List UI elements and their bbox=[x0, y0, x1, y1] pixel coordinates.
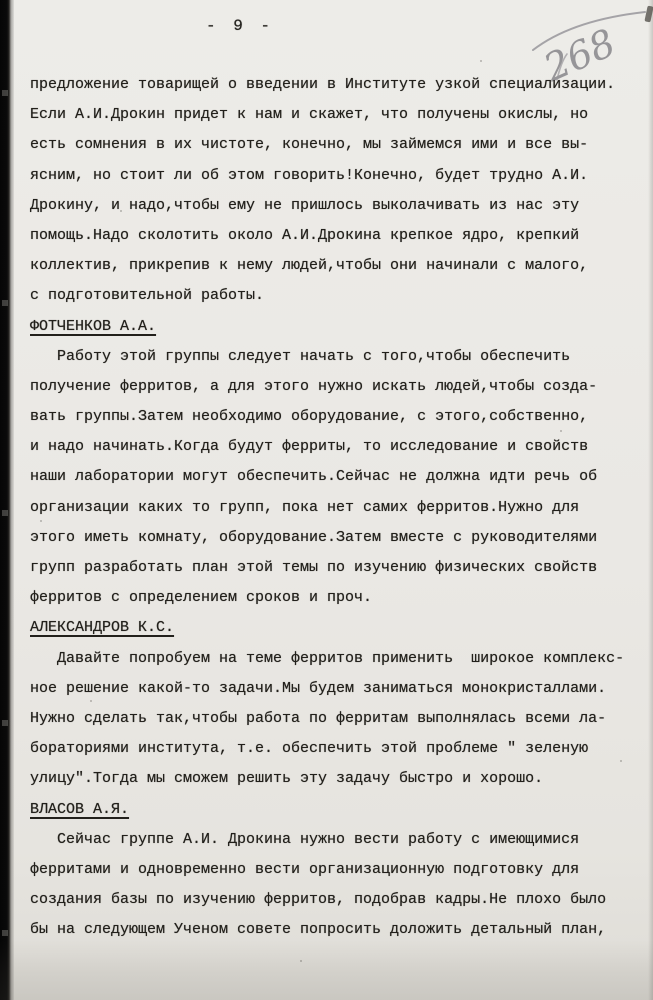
text-line: вать группы.Затем необходимо оборудование, с этого,собственно, bbox=[30, 408, 589, 426]
text-line: предложение товарищей о введении в Институте узкой специализации. bbox=[30, 76, 616, 93]
text-line: ное решение какой-то задачи.Мы будем заниматься монокристаллами. bbox=[30, 679, 607, 697]
speaker-heading: ВЛАСОВ А.Я. bbox=[30, 800, 130, 818]
document-body bbox=[30, 70, 631, 945]
text-line: организации каких то групп, пока нет самих ферритов.Нужно для bbox=[30, 498, 580, 516]
speaker-heading: ФОТЧЕНКОВ А.А. bbox=[30, 317, 157, 335]
text-line: создания базы по изучению ферритов, подобрав кадры.Не плохо было bbox=[30, 891, 607, 909]
text-line: получение ферритов, а для этого нужно искать людей,чтобы созда- bbox=[30, 377, 598, 395]
text-line: есть сомнения в их чистоте, конечно, мы займемся ими и все вы- bbox=[30, 136, 589, 154]
text-line: помощь.Надо сколотить около А.И.Дрокина крепкое ядро, крепкий bbox=[30, 226, 580, 244]
text-line: бораториями института, т.е. обеспечить этой проблеме " зеленую bbox=[30, 740, 589, 758]
text-line: ясним, но стоит ли об этом говорить!Конечно, будет трудно А.И. bbox=[30, 166, 589, 184]
text-line: улицу".Тогда мы сможем решить эту задачу быстро и хорошо. bbox=[30, 770, 544, 788]
handwritten-number: 268 bbox=[537, 20, 622, 91]
text-line: коллектив, прикрепив к нему людей,чтобы они начинали с малого, bbox=[30, 257, 589, 275]
text-line: с подготовительной работы. bbox=[30, 287, 265, 305]
binding-edge bbox=[0, 0, 14, 1000]
text-line: и надо начинать.Когда будут ферриты, то исследование и свойств bbox=[30, 438, 589, 456]
text-line: групп разработать план этой темы по изучению физических свойств bbox=[30, 559, 598, 576]
text-line: Работу этой группы следует начать с того,чтобы обеспечить bbox=[57, 347, 571, 365]
bottom-scan-shadow bbox=[0, 940, 653, 1000]
text-line: Давайте попробуем на теме ферритов применить широкое комплекс- bbox=[57, 649, 625, 667]
text-line: Нужно сделать так,чтобы работа по ферритам выполнялась всеми ла- bbox=[30, 709, 607, 727]
text-line: Дрокину, и надо,чтобы ему не пришлось выколачивать из нас эту bbox=[30, 196, 580, 214]
text-line: бы на следующем Ученом совете попросить доложить детальный план, bbox=[30, 921, 607, 939]
text-line: ферритов с определением сроков и проч. bbox=[30, 589, 373, 607]
text-line: этого иметь комнату, оборудование.Затем вместе с руководителями bbox=[30, 528, 598, 546]
speaker-heading: АЛЕКСАНДРОВ К.С. bbox=[30, 619, 175, 637]
text-line: Сейчас группе А.И. Дрокина нужно вести работу с имеющимися bbox=[57, 830, 580, 848]
paper-right-edge bbox=[648, 0, 653, 1000]
text-line: Если А.И.Дрокин придет к нам и скажет, что получены окислы, но bbox=[30, 106, 589, 124]
text-line: наши лаборатории могут обеспечить.Сейчас не должна идти речь об bbox=[30, 468, 598, 486]
text-line: ферритами и одновременно вести организационную подготовку для bbox=[30, 860, 580, 878]
page-number: - 9 - bbox=[206, 17, 275, 35]
